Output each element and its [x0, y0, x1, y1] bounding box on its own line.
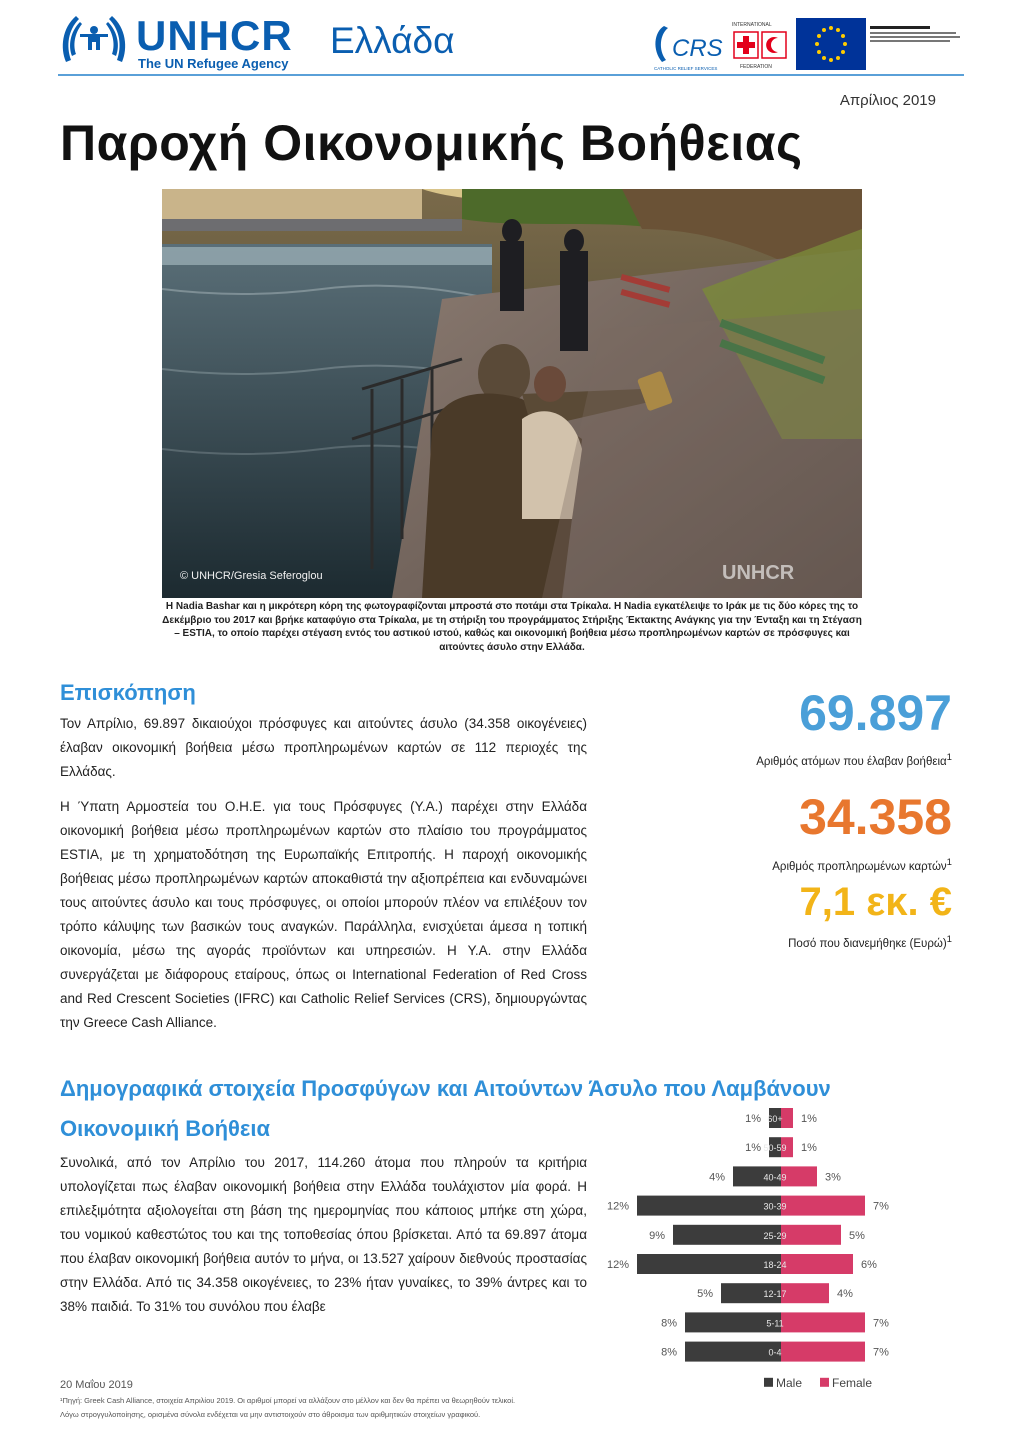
page-header	[58, 8, 964, 74]
male-value-label: 1%	[745, 1113, 761, 1125]
crs-sub: CATHOLIC RELIEF SERVICES	[654, 66, 718, 71]
male-value-label: 9%	[649, 1229, 665, 1242]
ifrc-logo-icon	[732, 18, 790, 72]
page-title: Παροχή Οικονομικής Βοήθειας	[60, 115, 803, 171]
female-bar	[781, 1225, 841, 1245]
ifrc-bottom: FEDERATION	[740, 64, 772, 70]
male-bar	[637, 1196, 781, 1216]
female-bar	[781, 1342, 865, 1362]
legend-male-swatch	[764, 1378, 773, 1387]
crs-logo-icon	[652, 18, 728, 72]
stat-people-value: 69.897	[799, 685, 952, 741]
female-value-label: 6%	[861, 1259, 877, 1271]
demographics-heading: Δημογραφικά στοιχεία Προσφύγων και Αιτούντων Άσυλο που Λαμβάνουν	[60, 1076, 831, 1101]
age-group-label: 30-39	[763, 1201, 787, 1212]
female-value-label: 7%	[873, 1200, 889, 1213]
overview-paragraph-2: Η Ύπατη Αρμοστεία του Ο.Η.Ε. για τους Πρόσφυγες (Υ.Α.) παρέχει στην Ελλάδα οικονομική βοήθεια μέσω προπληρωμένων καρτών στο πλαίσιο του προγράμματος ESTIA, με τη χρηματοδότηση της Ευρωπαϊκής Επιτροπής. Η παροχή οικονομικής βοήθειας μέσω προπληρωμένων καρτών αποκαθιστά την αξιοπρέπεια και ενδυναμώνει τους αιτούντες άσυλο και τους πρόσφυγες, οι οποίοι μπορούν πλέον να επιλέξουν τον τρόπο κάλυψης των βασικών τους αναγκών. Παράλληλα, ενισχύεται άμεσα η τοπική οικονομία, μέσω της αγοράς προϊόντων και υπηρεσιών. Η Υ.Α. στην Ελλάδα συνεργάζεται με διάφορους εταίρους, όπως οι International Federation of Red Cross and Red Crescent Societies (IFRC) και Catholic Relief Services (CRS), δημιουργώντας την Greece Cash Alliance.	[60, 799, 587, 1030]
female-value-label: 7%	[873, 1317, 889, 1330]
photo-caption: Η Nadia Bashar και η μικρότερη κόρη της φωτογραφίζονται μπροστά στο ποτάμι στα Τρίκαλα. Η Nadia εγκατέλειψε το Ιράκ με τις δύο κόρες της το Δεκέμβριο του 2017 και βρήκε καταφύγιο στα Τρίκαλα, με τη στήριξη του προγράμματος Στήριξης Έκτακτης Ανάγκης για την Ένταξη και τη Στέγαση – ESTIA, το οποίο παρέχει στέγαση εντός του αστικού ιστού, καθώς και οικονομική βοήθεια μέσω προπληρωμένων καρτών σε πρόσφυγες και αιτούντες άσυλο στην Ελλάδα.	[162, 601, 862, 653]
male-bar	[685, 1342, 781, 1362]
country-label: Ελλάδα	[330, 20, 455, 61]
female-value-label: 5%	[849, 1229, 865, 1242]
male-value-label: 8%	[661, 1317, 677, 1330]
male-value-label: 4%	[709, 1171, 725, 1184]
female-bar	[781, 1283, 829, 1303]
female-bar	[781, 1108, 793, 1128]
age-group-label: 60+	[767, 1114, 783, 1124]
legend-female-label: Female	[832, 1375, 873, 1390]
female-value-label: 4%	[837, 1288, 853, 1301]
unhcr-emblem-icon	[58, 10, 130, 70]
age-group-label: 5-11	[766, 1318, 784, 1329]
age-group-label: 12-17	[763, 1289, 787, 1300]
footer-note-2: Λόγω στρογγυλοποίησης, ορισμένα σύνολα ενδέχεται να μην αντιστοιχούν στο άθροισμα των αριθμητικών στοιχείων γραφικού.	[60, 1410, 481, 1419]
footer-date: 20 Μαΐου 2019	[60, 1379, 133, 1391]
overview-paragraph-1: Τον Απρίλιο, 69.897 δικαιούχοι πρόσφυγες και αιτούντες άσυλο (34.358 οικογένειες) έλαβαν οικονομική βοήθεια μέσω προπληρωμένων καρτών σε 112 περιοχές της Ελλάδας.	[60, 716, 587, 779]
age-group-label: 50-59	[763, 1143, 787, 1154]
age-group-label: 40-49	[763, 1172, 787, 1183]
male-value-label: 8%	[661, 1346, 677, 1359]
female-value-label: 1%	[801, 1142, 817, 1155]
ifrc-top: INTERNATIONAL	[732, 22, 772, 28]
age-group-label: 0-4	[768, 1347, 782, 1358]
legend-male-label: Male	[776, 1375, 803, 1390]
female-value-label: 1%	[801, 1113, 817, 1125]
male-bar	[637, 1254, 781, 1274]
female-value-label: 3%	[825, 1171, 841, 1184]
unhcr-wordmark: UNHCR	[136, 12, 293, 59]
photo-watermark: UNHCR	[722, 562, 795, 584]
header-divider	[58, 74, 964, 76]
overview-heading: Επισκόπηση	[60, 680, 196, 705]
stat-amount-label: Ποσό που διανεμήθηκε $(E\upsilon\rho ώ)^1$	[788, 934, 952, 950]
crs-label: CRS	[672, 35, 723, 62]
stat-amount-value: 7,1 εκ. €	[799, 880, 952, 924]
male-value-label: 12%	[606, 1259, 629, 1271]
stat-cards-value: 34.358	[799, 789, 952, 845]
stat-people-label: Αριθμός ατόμων που έλαβαν βοήθεια$^1$	[756, 752, 952, 768]
eu-flag-icon	[796, 18, 866, 70]
hero-photo	[162, 189, 862, 598]
male-value-label: 12%	[606, 1200, 629, 1213]
age-group-label: 18-24	[763, 1260, 787, 1270]
demographics-paragraph: Συνολικά, από τον Απρίλιο του 2017, 114.260 άτομα που πληρούν τα κριτήρια υπολογίζεται πως έλαβαν οικονομική βοήθεια στην Ελλάδα τουλάχιστον μία φορά. Η επιλεξιμότητα αξιολογείται στη βάση της ημερομηνίας που κάποιος μπήκε στη χώρα, του νομικού καθεστώτος του και της τοποθεσίας όπου βρίσκεται. Από τα 69.897 άτομα που έλαβαν οικονομική βοήθεια αυτόν το μήνα, οι 13.527 χαίρουν διεθνούς προστασίας στην Ελλάδα. Από τις 34.358 οικογένειες, το 23% ήταν γυναίκες, το 39% άντρες και το 38% παιδιά. Το 31% του συνόλου που έλαβε	[60, 1155, 587, 1314]
female-bar	[781, 1254, 853, 1274]
female-bar	[781, 1196, 865, 1216]
age-gender-pyramid-chart	[596, 1100, 966, 1400]
male-value-label: 5%	[697, 1288, 713, 1301]
photo-credit: © UNHCR/Gresia Seferoglou	[180, 570, 323, 582]
female-bar	[781, 1312, 865, 1332]
age-group-label: 25-29	[763, 1230, 787, 1241]
eu-funding-text	[870, 26, 964, 44]
legend-female-swatch	[820, 1378, 829, 1387]
demographics-subheading: Οικονομική Βοήθεια	[60, 1116, 270, 1141]
male-value-label: 1%	[745, 1142, 761, 1155]
footer-note-1: ¹Πηγή: Greek Cash Alliance, στοιχεία Απριλίου 2019. Οι αριθμοί μπορεί να αλλάξουν στο μέλλον και δεν θα πρέπει να θεωρηθούν τελικοί.	[60, 1396, 516, 1405]
report-date: Απρίλιος 2019	[839, 92, 936, 109]
stat-cards-label: Αριθμός προπληρωμένων καρτών$^1$	[772, 857, 952, 873]
female-value-label: 7%	[873, 1346, 889, 1359]
unhcr-tagline: The UN Refugee Agency	[138, 56, 289, 71]
